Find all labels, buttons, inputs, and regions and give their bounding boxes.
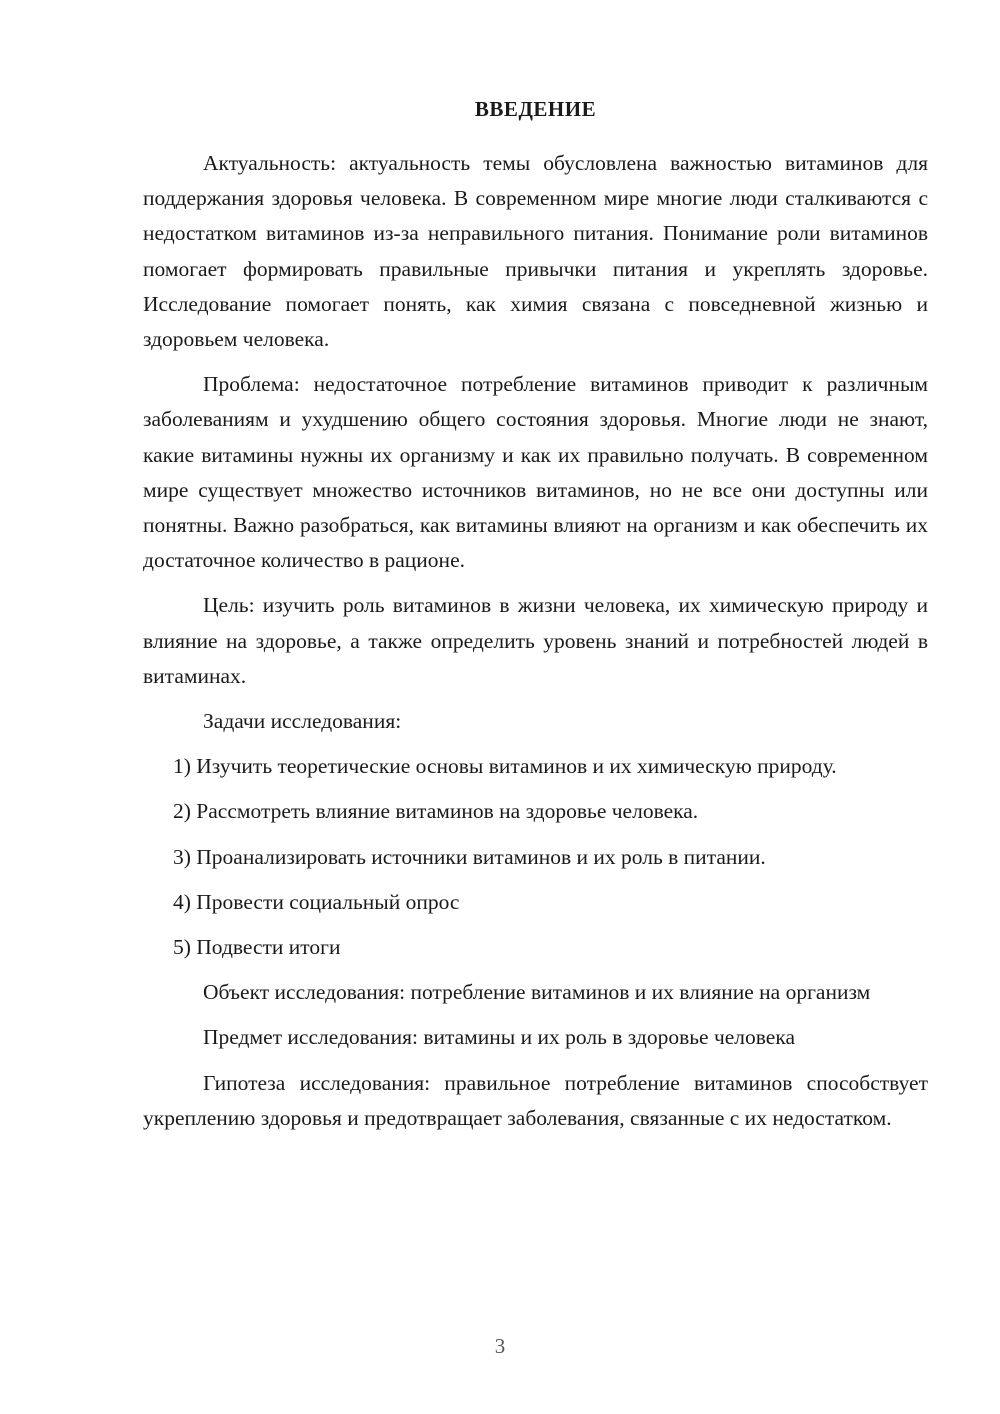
document-page <box>143 94 928 1146</box>
page-title: ВВЕДЕНИЕ <box>474 97 597 121</box>
task-item-1: 1) Изучить теоретические основы витаминов и их химическую природу. <box>173 754 837 779</box>
hypothesis-paragraph: Гипотеза исследования: правильное потребление витаминов способствует укреплению здоровья и предотвращает заболевания, связанные с их недостатком. <box>143 1070 928 1130</box>
problem-paragraph: Проблема: недостаточное потребление витаминов приводит к различным заболеваниям и ухудшению общего состояния здоровья. Многие люди не знают, какие витамины нужны их организму и как их правильно получать. В современном мире существует множество источников витаминов, но не все они доступны или понятны. Важно разобраться, как витамины влияют на организм и как обеспечить их достаточное количество в рационе. <box>143 372 928 573</box>
object-paragraph: Объект исследования: потребление витаминов и их влияние на организм <box>203 980 871 1005</box>
relevance-paragraph: Актуальность: актуальность темы обусловлена важностью витаминов для поддержания здоровья человека. В современном мире многие люди сталкиваются с недостатком витаминов из-за неправильного питания. Понимание роли витаминов помогает формировать правильные привычки питания и укреплять здоровье. Исследование помогает понять, как химия связана с повседневной жизнью и здоровьем человека. <box>143 151 928 352</box>
task-item-2: 2) Рассмотреть влияние витаминов на здоровье человека. <box>173 799 699 824</box>
goal-paragraph: Цель: изучить роль витаминов в жизни человека, их химическую природу и влияние на здоровье, а также определить уровень знаний и потребностей людей в витаминах. <box>143 593 928 688</box>
subject-paragraph: Предмет исследования: витамины и их роль в здоровье человека <box>203 1025 796 1050</box>
page-number: 3 <box>494 1334 506 1358</box>
task-item-4: 4) Провести социальный опрос <box>173 889 460 914</box>
tasks-heading: Задачи исследования: <box>203 709 402 734</box>
task-item-3: 3) Проанализировать источники витаминов и их роль в питании. <box>173 844 766 869</box>
task-item-5: 5) Подвести итоги <box>173 935 341 960</box>
